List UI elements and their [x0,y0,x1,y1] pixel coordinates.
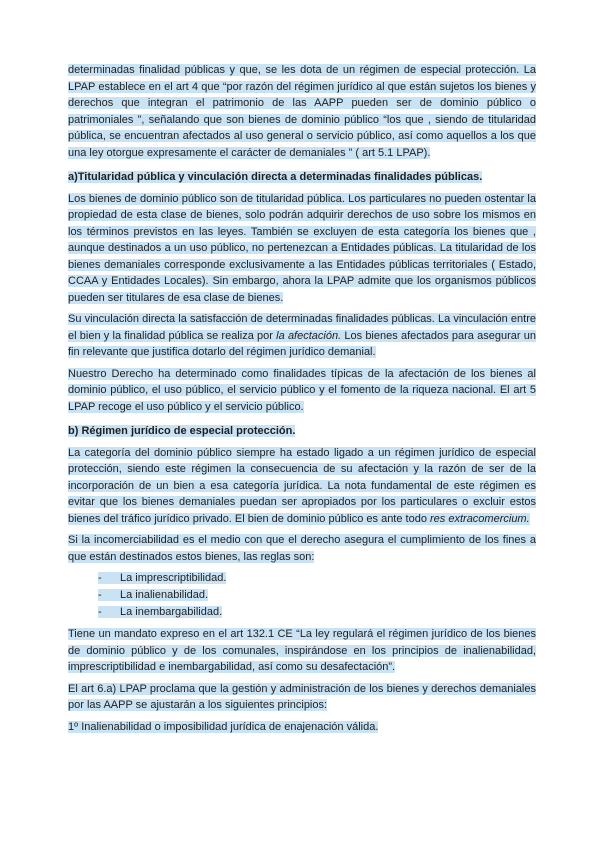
heading-text: b) Régimen jurídico de especial protección. [68,425,296,437]
paragraph-text: El art 6.a) LPAP proclama que la gestión y administración de los bienes y derechos demaniales por las AAPP se ajustarán a los siguientes principios: [68,682,536,712]
section-heading-b [68,423,536,440]
section-heading-a [68,169,536,186]
rules-list [68,570,536,621]
paragraph-text: Si la incomerciabilidad es el medio con que el derecho asegura el cumplimiento de los fines a que están destinados estos bienes, las reglas son: [68,534,536,563]
paragraph-text: La categoría del dominio público siempre ha estado ligado a un régimen jurídico de especial protección, siendo este régimen la consecuencia de su afectación y la razón de ser de la incorporación de un bien a esa categoría jurídica. La nota fundamental de este régimen es evitar que los bienes demaniales puedan ser apropiados por los particulares o excluir estos bienes del tráfico jurídico privado. El bien de dominio público es ante todo [68,446,536,525]
list-dash-icon: - [98,572,102,584]
paragraph-text: Tiene un mandato expreso en el art 132.1 CE “La ley regulará el régimen jurídico de los bienes de dominio público y de los comunales, inspirándose en los principios de inalienabilidad, imprescriptibilidad e inembargabilidad, así como su desafectación”. [68,628,536,674]
heading-text: a)Titularidad pública y vinculación directa a determinadas finalidades públicas. [68,171,483,183]
paragraph-text: Su vinculación directa la satisfacción de determinadas finalidades públicas. La vinculación entre el bien y la finalidad pública se realiza por [68,313,536,342]
paragraph-incomerciabilidad [68,532,536,565]
paragraph-vinculacion [68,311,536,361]
list-item-text: La inalienabilidad. [120,589,209,602]
list-item-text: La imprescriptibilidad. [120,572,227,584]
list-dash-icon: - [98,589,102,602]
paragraph-text-italic: la afectación. [276,329,342,342]
list-item [98,587,536,604]
list-item-content [98,606,222,618]
paragraph-text: 1º Inalienabilidad o imposibilidad jurídica de enajenación válida. [68,720,379,733]
paragraph-intro [68,62,536,161]
list-item-text: La inembargabilidad. [120,606,223,619]
paragraph-text: Los bienes afectados para asegurar un fin relevante que justifica dotarlo del régimen jurídico demanial. [68,329,536,358]
paragraph-titularidad [68,191,536,307]
paragraph-text: Nuestro Derecho ha determinado como finalidades típicas de la afectación de los bienes al dominio público, el uso público, el servicio público y el fomento de la riqueza nacional. El art 5 LPAP recoge el uso público y el servicio público. [68,367,536,413]
paragraph-inalienabilidad [68,719,536,736]
list-item [98,604,536,621]
paragraph-principios [68,681,536,714]
paragraph-text: Los bienes de dominio público son de titularidad pública. Los particulares no pueden ostentar la propiedad de esta clase de bienes, solo podrán adquirir derechos de uso sobre los mismos en los términos previstos en las leyes. También se excluyen de esta categoría los bienes que , aunque destinados a un uso público, no pertenezcan a Entidades públicas. La titularidad de los bienes demaniales corresponde exclusivamente a las Entidades públicas territoriales ( Estado, CCAA y Entidades Locales). Sin embargo, ahora la LPAP admite que los organismos públicos pueden ser titulares de esa clase de bienes. [68,192,536,304]
list-item-content [98,572,226,584]
list-item [98,570,536,587]
paragraph-finalidades [68,366,536,416]
paragraph-mandato [68,626,536,676]
paragraph-regimen [68,445,536,528]
paragraph-text-italic: res extracomercium. [430,512,530,525]
list-dash-icon: - [98,606,102,619]
list-item-content [98,589,208,601]
paragraph-text: determinadas finalidad públicas y que, se les dota de un régimen de especial protección. La LPAP establece en el art 4 que “por razón del régimen jurídico al que están sujetos los bienes y derechos que integran el patrimonio de las AAPP pueden ser de dominio público o patrimoniales ”, señalando que son bienes de dominio público “los que , siendo de titularidad pública, se encuentran afectados al uso general o servicio público, así como aquellos a los que una ley otorgue expresamente el carácter de demaniales ” ( art 5.1 LPAP). [68,64,536,159]
